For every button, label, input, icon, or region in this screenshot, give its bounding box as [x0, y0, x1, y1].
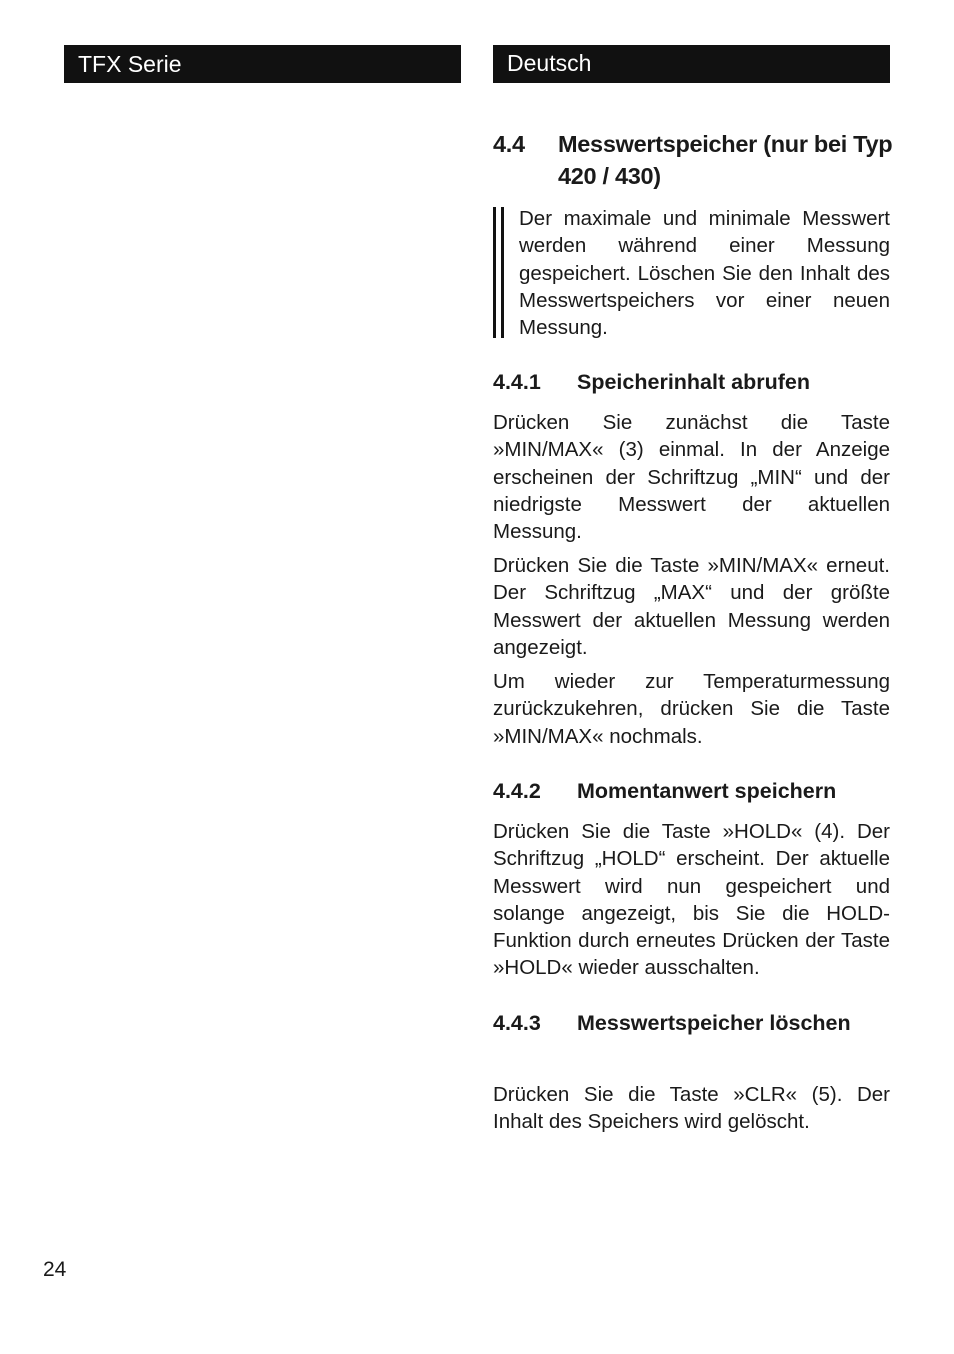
section-title: Messwertspeicher (nur bei Typ 420 / 430) — [558, 131, 893, 189]
subsection-number: 4.4.2 — [493, 779, 541, 803]
note-marker-bar — [501, 207, 504, 338]
subsection-title: Speicherinhalt abrufen — [577, 370, 810, 394]
paragraph: Um wieder zur Temperaturmessung zurückzukehren, drücken Sie die Taste »MIN/MAX« nochmals. — [493, 670, 890, 748]
note-marker-bar — [493, 207, 496, 338]
paragraph: Drücken Sie die Taste »CLR« (5). Der Inhalt des Speichers wird gelöscht. — [493, 1083, 890, 1134]
subsection-number: 4.4.3 — [493, 1011, 541, 1035]
header-right-bar — [493, 45, 890, 83]
header-right-title: Deutsch — [507, 50, 592, 76]
subsection-title: Messwertspeicher löschen — [577, 1011, 851, 1035]
paragraph: Drücken Sie die Taste »HOLD« (4). Der Schriftzug „HOLD“ erscheint. Der aktuelle Messwert wird nun gespeichert und solange angezeigt, bis Sie die HOLD-Funktion durch erneutes Drücken der Taste »HOLD« wieder ausschalten. — [493, 820, 890, 980]
header-left-title: TFX Serie — [78, 51, 182, 77]
section-note — [493, 205, 890, 339]
subsection-title: Momentanwert speichern — [577, 779, 837, 803]
section-number: 4.4 — [493, 131, 525, 157]
page-number: 24 — [43, 1258, 67, 1281]
paragraph: Drücken Sie zunächst die Taste »MIN/MAX« (3) einmal. In der Anzeige erscheinen der Schriftzug „MIN“ und der niedrigste Messwert der aktuellen Messung. — [493, 411, 890, 544]
paragraph: Drücken Sie die Taste »MIN/MAX« erneut. Der Schriftzug „MAX“ und der größte Messwert der aktuellen Messung werden angezeigt. — [493, 554, 890, 659]
note-text: Der maximale und minimale Messwert werden während einer Messung gespeichert. Löschen Sie den Inhalt des Messwertspeichers vor einer neuen Messung. — [519, 207, 890, 340]
header-left-bar — [64, 45, 461, 83]
subsection-number: 4.4.1 — [493, 370, 541, 394]
